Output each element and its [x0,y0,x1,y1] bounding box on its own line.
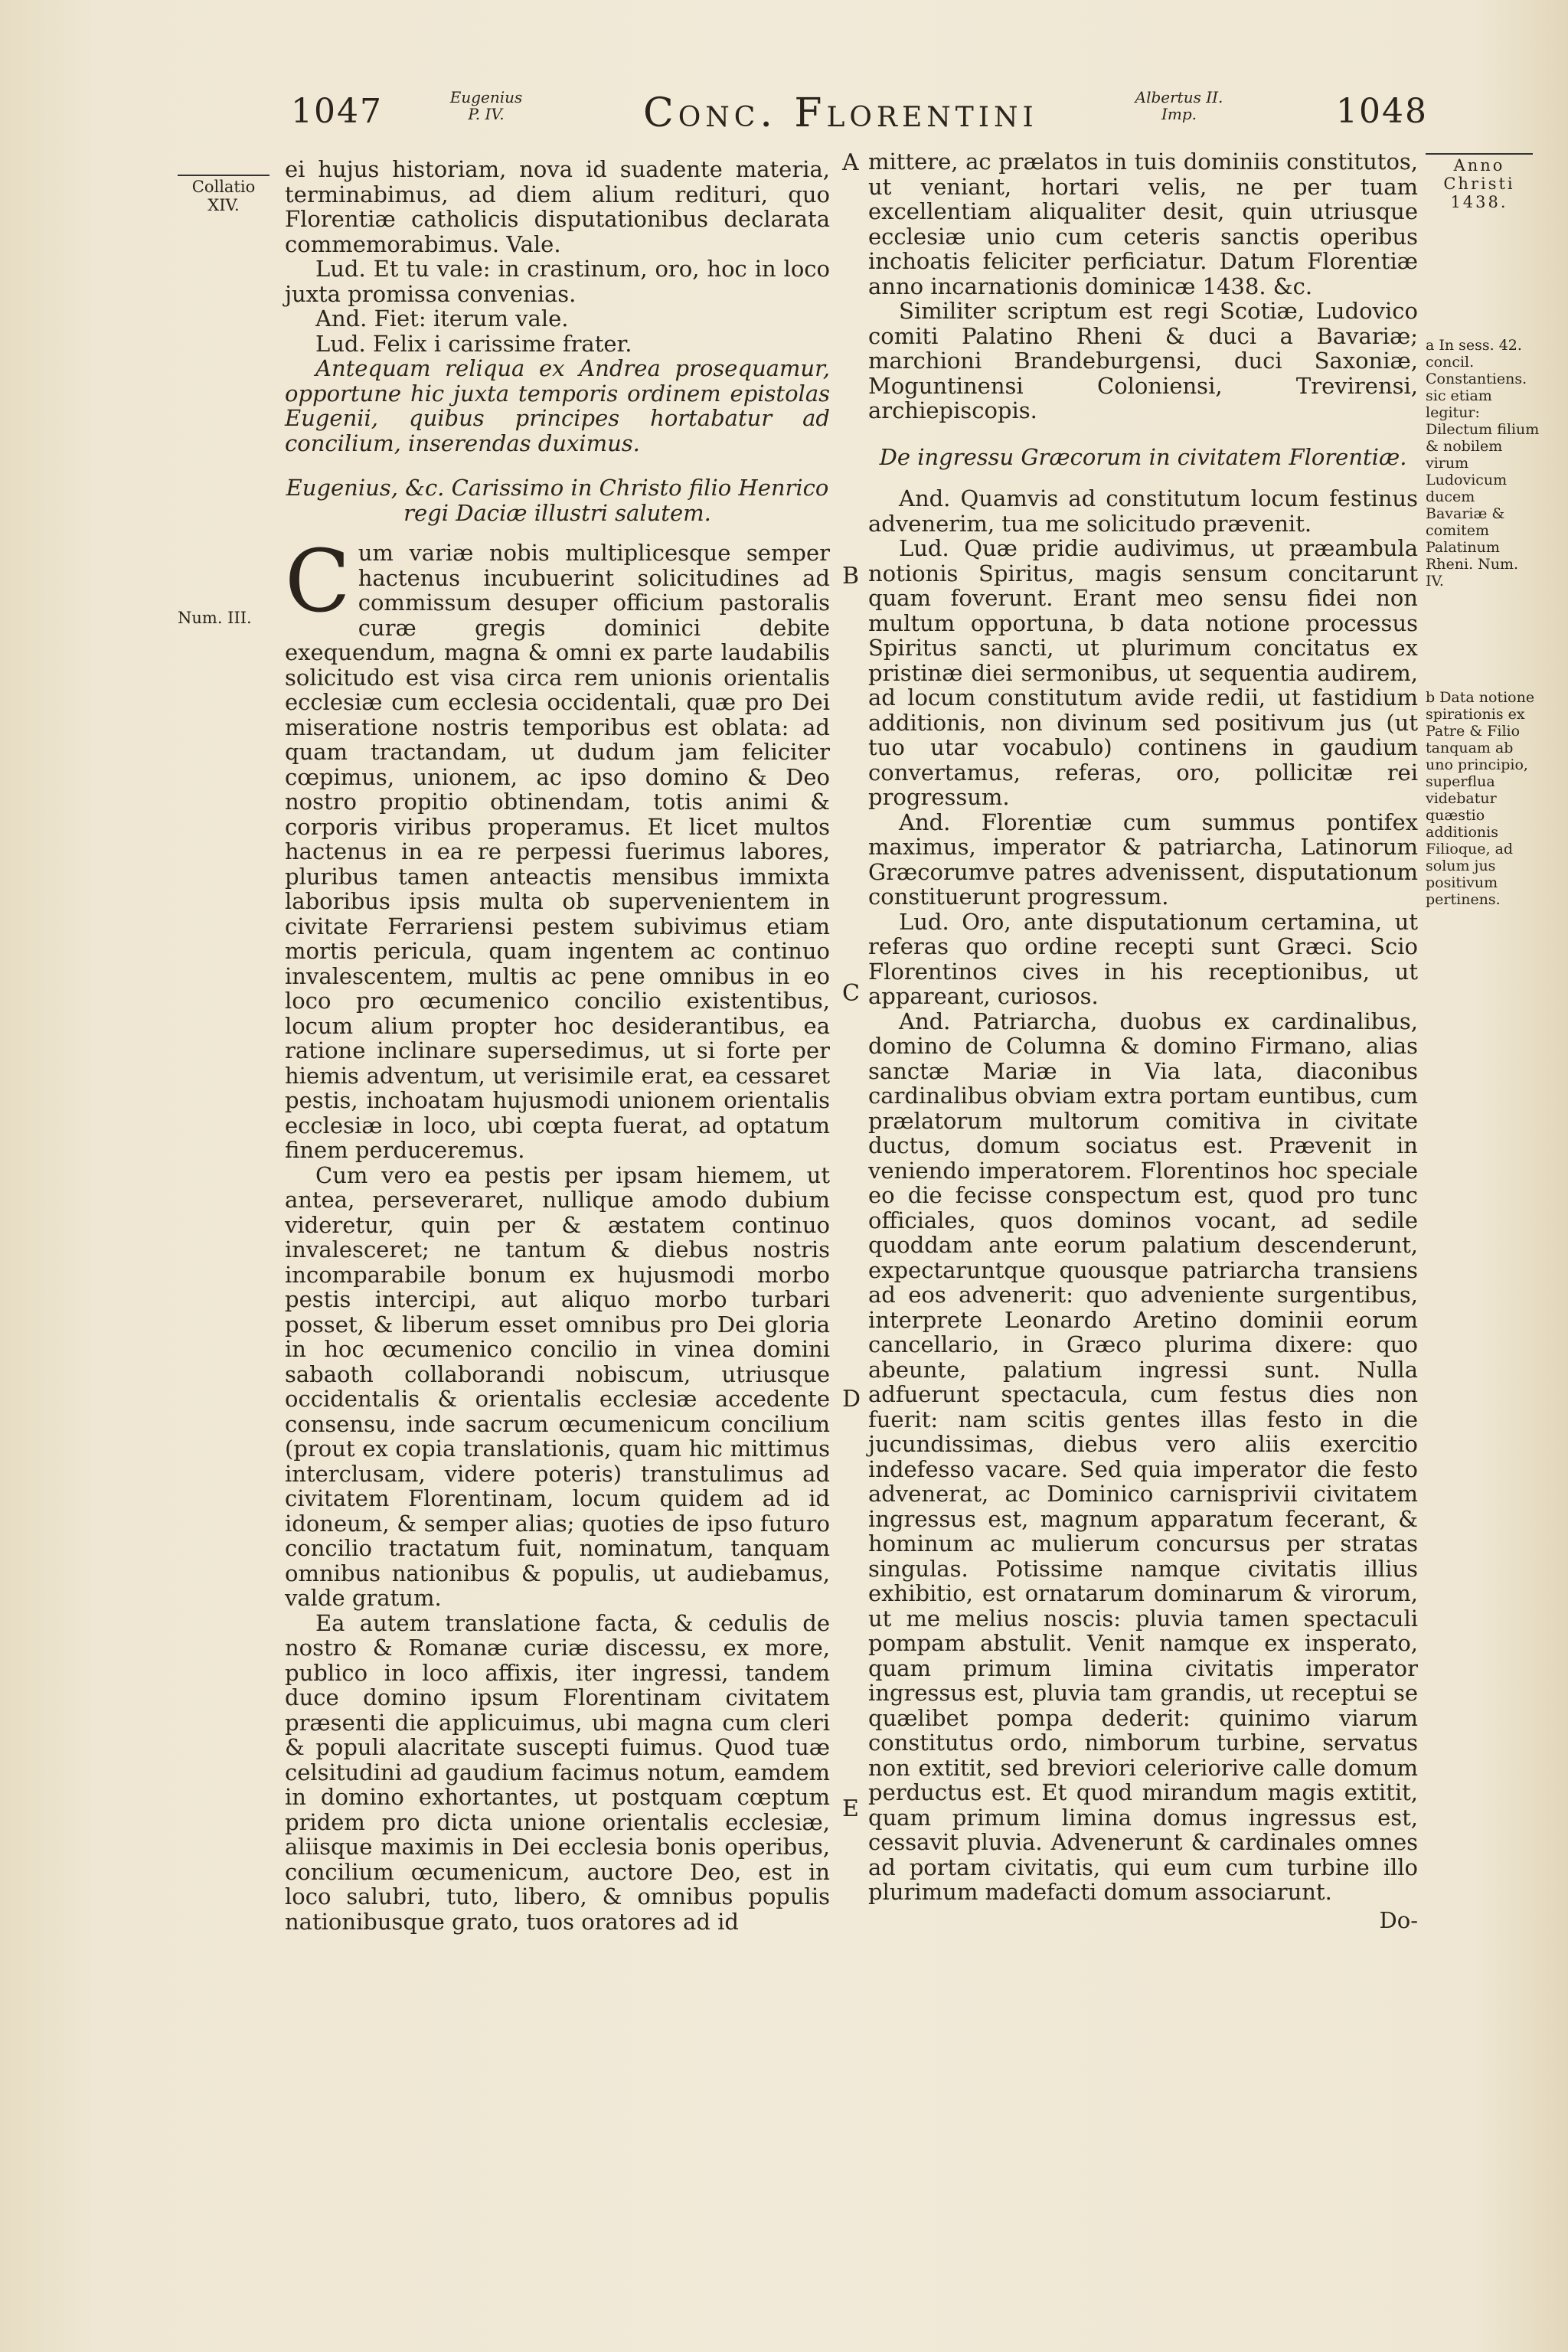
paragraph: ei hujus historiam, nova id suadente materia, terminabimus, ad diem alium redituri, quo Florentiæ catholicis disputationibus declarata commemorabimus. Vale. [285,156,830,257]
dialogue-ludovicus: Lud. Quæ pridie audivimus, ut præambula notionis Spiritus, magis sensum concitarunt quam foverunt. Erant meo sensu fidei non multum opportuna, b data notione processus Spiritus sancti, ut plurimum concitatus ex pristinæ diei sermonibus, ut sequentia audirem, ad locum constitutum avide redii, ut fastidium additionis, non divinum sed positivum jus (ut tuo utar vocabulo) continens in gaudium convertamus, referas, oro, pollicitæ rei progressum. [868,535,1418,810]
margin-anno-christi: Anno Christi 1438. [1426,153,1533,211]
paragraph: mittere, ac prælatos in tuis dominiis constitutos, ut veniant, hortari velis, ne per tuam excellentiam aliqualiter desit, quin utriusque ecclesiæ unio cum ceteris sanctis operibus inchoatis feliciter perficiatur. Datum Florentiæ anno incarnationis dominicæ 1438. &c. [868,149,1418,299]
catchword: Do- [1379,1906,1418,1933]
dialogue-andreas: And. Florentiæ cum summus pontifex maximus, imperator & patriarcha, Latinorum Græcorumve patres advenissent, disputationum constituerunt progressum. [868,808,1418,910]
letter-body-text: um variæ nobis multiplicesque semper hactenus incubuerint solicitudines ad commissum desuper officium pastoralis curæ gregis dominici debite exequendum, magna & omni ex parte laudabilis solicitudo est visa circa rem unionis orientalis ecclesiæ cum ecclesia occidentali, quæ pro Dei miseratione nostris temporibus est oblata: ad quam tractandam, ut dudum jam feliciter cœpimus, unionem, ac ipso domino & Deo nostro propitio obtinendam, totis animi & corporis viribus properamus. Et licet multos hactenus in ea re perpessi fuerimus labores, pluribus tamen anteactis mensibus immixta laboribus ipsis multa ob supervenientem in civitate Ferrariensi pestem subivimus etiam mortis pericula, quam ingentem ac continuo invalescentem, multis ac pene omnibus in eo loco pro œcumenico concilio existentibus, locum alium propter hoc desiderantibus, ea ratione inclinare supersedimus, ut si forte per hiemis adventum, ut verisimile erat, ea cessaret pestis, inchoatam hujusmodi unionem orientalis ecclesiæ in loco, ubi cœpta fuerat, ad optatum finem perduceremus. [285,540,830,1163]
running-header [0,84,1568,145]
letter-salutation: Eugenius, &c. Carissimo in Christo filio Henrico regi Daciæ illustri salutem. [286,475,829,526]
dialogue-andreas: And. Quamvis ad constitutum locum festinus advenerim, tua me solicitudo prævenit. [868,485,1418,537]
section-letter-d: D [842,1386,861,1413]
left-text-column [285,157,830,1934]
left-page-number: 1047 [291,92,383,131]
margin-num-three: Num. III. [178,609,252,627]
margin-note-b: b Data notione spirationis ex Patre & Filio tanquam ab uno principio, superflua videbatur quæstio additionis Filioque, ad solum jus positivum pertinens. [1426,689,1535,908]
margin-collatio: Collatio XIV. [178,175,270,214]
section-letter-e: E [842,1795,859,1822]
dialogue-andreas: And. Fiet: iterum vale. [315,305,569,332]
margin-note-a: a In sess. 42. concil. Constantiens. sic etiam legitur: Dilectum filium & nobilem virum Ludovicum ducem Bavariæ & comitem Palatinum Rheni. Num. IV. [1426,337,1540,590]
right-running-head: Albertus II. Imp. [1135,88,1223,123]
letter-body-opening [285,532,830,1163]
section-letter-c: C [842,980,860,1007]
paragraph: Similiter scriptum est regi Scotiæ, Ludovico comiti Palatino Rheni & duci a Bavariæ; marchioni Brandeburgensi, duci Saxoniæ, Moguntinensi Coloniensi, Trevirensi, archiepiscopis. [868,298,1418,423]
section-letter-a: A [842,149,859,176]
editorial-note: Antequam reliqua ex Andrea prosequamur, opportune hic juxta temporis ordinem epistolas Eugenii, quibus principes hortabatur ad concilium, inserendas duximus. [285,355,830,456]
dialogue-ludovicus: Lud. Et tu vale: in crastinum, oro, hoc in loco juxta promissa convenias. [285,256,830,307]
page-title: Conc. Florentini [643,90,1038,136]
paragraph: Ea autem translatione facta, & cedulis de nostro & Romanæ curiæ discessu, ex more, publico in loco affixis, iter ingressi, tandem duce domino ipsum Florentinam civitatem præsenti die applicuimus, ubi magna cum cleri & populi alacritate suscepti fuimus. Quod tuæ celsitudini ad gaudium facimus notum, eamdem in domino exhortantes, ut postquam cœptum pridem pro dicta unione orientalis ecclesiæ, aliisque maximis in Dei ecclesia bonis operibus, concilium œcumenicum, auctore Deo, est in loco salubri, tuto, libero, & omnibus populis nationibusque grato, tuos oratores ad id [285,1609,830,1935]
dialogue-ludovicus: Lud. Oro, ante disputationum certamina, ut referas quo ordine recepti sunt Græci. Scio Florentinos cives in his receptionibus, ut appareant, curiosos. [868,908,1418,1009]
dialogue-andreas: And. Patriarcha, duobus ex cardinalibus, domino de Columna & domino Firmano, alias sanctæ Mariæ in Via lata, diaconibus cardinalibus obviam extra portam euntibus, cum prælatorum multorum comitiva in civitate ductus, domum sociatus est. Prævenit in veniendo imperatorem. Florentinos hoc speciale eo die fecisse conspectum est, quod pro tunc officiales, quos dominos vocant, ad sedile quoddam ante eorum palatium descenderunt, expectaruntque quousque patriarcha transiens ad eos advenerit: quo adveniente surgentibus, interprete Leonardo Aretino dominii eorum cancellario, in Græco plurima dixere: quo abeunte, palatium ingressi sunt. Nulla adfuerunt spectacula, cum festus dies non fuerit: nam scitis gentes illas festo in die jucundissimas, diebus vero aliis exercitio indefesso vacare. Sed quia imperator die festo advenerat, ac Dominico carnisprivii civitatem ingressus est, magnum apparatum fecerant, & hominum ac mulierum concursus per stratas singulas. Potissime namque civitatis illius exhibitio, est ornatarum dominarum & virorum, ut me melius noscis: pluvia tamen spectaculi pompam abstulit. Venit namque ex insperato, quam primum limina civitatis imperator ingressus est, pluvia tam grandis, ut receptui se quælibet pompa dederit: quinimo viarum constitutus ordo, nimborum turbine, servatus non extitit, sed breviori celeriorive calle domum perductus est. Et quod mirandum magis extitit, quam primum limina domus ingressus est, cessavit pluvia. Advenerunt & cardinales omnes ad portam civitatis, qui eum cum turbine illo plurimum madefacti domum associarunt. [868,1008,1418,1905]
drop-cap-letter: C [285,532,351,632]
section-heading: De ingressu Græcorum in civitatem Florentiæ. [879,443,1407,470]
right-text-column [868,149,1418,1932]
dialogue-ludovicus: Lud. Felix i carissime frater. [315,330,632,357]
right-page-number: 1048 [1336,92,1428,131]
section-letter-b: B [842,563,860,590]
paragraph: Cum vero ea pestis per ipsam hiemem, ut antea, perseveraret, nullique amodo dubium videretur, quin per & æstatem continuo invalesceret; ne tantum & diebus nostris incomparabile bonum ex hujusmodi morbo pestis intercipi, aut aliquo morbo turbari posset, & liberum esset omnibus pro Dei gloria in hoc œcumenico concilio in vinea domini sabaoth collaborandi nobiscum, utriusque occidentalis & orientalis ecclesiæ accedente consensu, inde sacrum œcumenicum concilium (prout ex copia translationis, quam hic mittimus interclusam, videre poteris) transtulimus ad civitatem Florentinam, locum quidem ad id idoneum, & semper alias; quoties de ipso futuro concilio tractatum fuit, nominatum, tanquam omnibus nationibus & populis, ut audiebamus, valde gratum. [285,1161,830,1611]
left-running-head: Eugenius P. IV. [449,88,523,123]
